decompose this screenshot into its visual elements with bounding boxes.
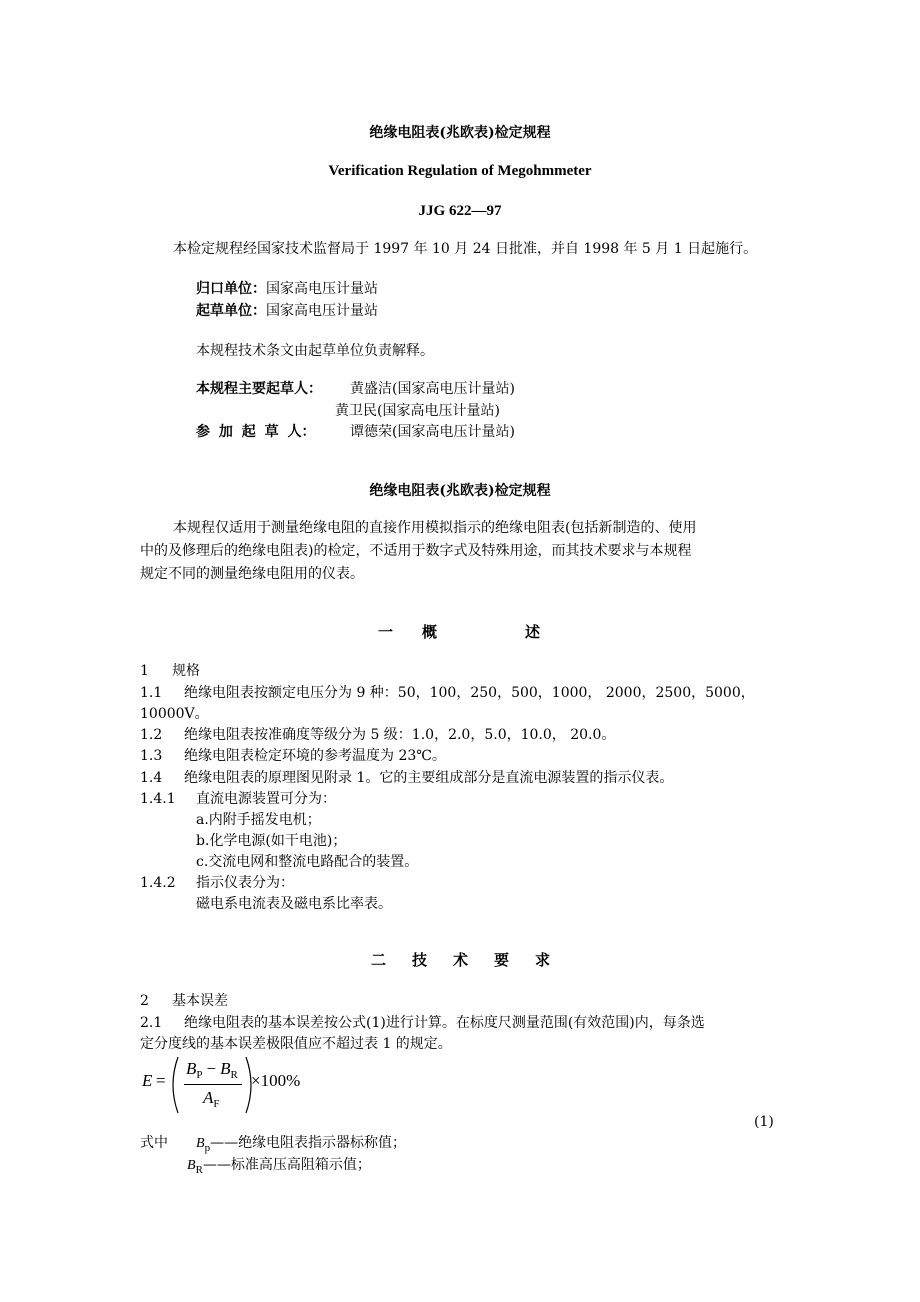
drafting-unit-value: 国家高电压计量站: [266, 303, 378, 319]
intro-line-2: 中的及修理后的绝缘电阻表)的检定，不适用于数字式及特殊用途，而其技术要求与本规程: [140, 543, 692, 559]
main-drafter-2: 黄卫民(国家高电压计量站): [335, 403, 500, 419]
clause-text: 绝缘电阻表检定环境的参考温度为 23℃。: [184, 748, 446, 764]
participant-label: 参 加 起 草 人：: [196, 424, 316, 440]
chapter-2-char: 技: [412, 951, 428, 969]
document-code: JJG 622—97: [418, 203, 502, 219]
clause-text: 绝缘电阻表按准确度等级分为 5 级：1.0，2.0，5.0，10.0， 20.0。: [184, 727, 616, 743]
formula-tail: ×100%: [251, 1071, 301, 1090]
chapter-1-char: 一: [378, 623, 394, 641]
clause-number: 1: [140, 663, 149, 679]
list-item: a.内附手摇发电机；: [196, 812, 321, 828]
clause-text: 绝缘电阻表按额定电压分为 9 种：50，100，250，500，1000， 2000，2500，5000，: [184, 685, 755, 701]
formula-equals: =: [156, 1071, 166, 1090]
drafting-unit: [196, 301, 378, 321]
chapter-2-char: 二: [371, 951, 387, 969]
formula-number: (1): [754, 1114, 774, 1130]
responsible-unit-value: 国家高电压计量站: [266, 281, 378, 297]
clause-number: 1.2: [140, 727, 163, 743]
responsible-unit: [196, 279, 378, 299]
formula-numerator: $B_P - B_R$: [186, 1059, 238, 1081]
formula-denominator: $A_F$: [203, 1088, 220, 1110]
chapter-1-char: 述: [525, 623, 541, 641]
fraction-bar: [184, 1084, 242, 1085]
approval-statement: 本检定规程经国家技术监督局于 1997 年 10 月 24 日批准，并自 1998 年 5 月 1 日起施行。: [173, 241, 758, 257]
main-drafters-label: 本规程主要起草人：: [196, 381, 322, 397]
section-title: 绝缘电阻表(兆欧表)检定规程: [369, 483, 551, 499]
chapter-2-char: 术: [453, 951, 469, 969]
clause-text: 基本误差: [172, 993, 228, 1009]
clause-text: 指示仪表分为：: [196, 875, 294, 891]
clause-number: 1.4.2: [140, 875, 176, 891]
intro-line-1: 本规程仅适用于测量绝缘电阻的直接作用模拟指示的绝缘电阻表(包括新制造的、使用: [173, 520, 697, 536]
clause-text-continued: 磁电系电流表及磁电系比率表。: [196, 896, 392, 912]
clause-number: 1.4: [140, 770, 163, 786]
clause-text-continued: 定分度线的基本误差极限值应不超过表 1 的规定。: [140, 1036, 452, 1052]
clause-text: 直流电源装置可分为：: [196, 791, 336, 807]
participant-drafter-1: 谭德荣(国家高电压计量站): [350, 424, 515, 440]
clause-text: 规格: [172, 663, 200, 679]
clause-text: 绝缘电阻表的基本误差按公式(1)进行计算。在标度尺测量范围(有效范围)内，每条选: [184, 1015, 705, 1031]
list-item: c.交流电网和整流电路配合的装置。: [196, 854, 419, 870]
clause-text-continued: 10000V。: [140, 706, 209, 722]
clause-number: 1.4.1: [140, 791, 176, 807]
document-title-english: Verification Regulation of Megohmmeter: [328, 163, 592, 179]
symbol-definition: $B_R——$标准高压高阻箱示值；: [187, 1157, 371, 1176]
document-title: 绝缘电阻表(兆欧表)检定规程: [369, 125, 551, 141]
drafting-unit-label: 起草单位：: [196, 303, 266, 319]
symbol-definition: $B_p——$绝缘电阻表指示器标称值；: [196, 1135, 407, 1154]
responsible-unit-label: 归口单位：: [196, 281, 266, 297]
where-label: 式中: [140, 1135, 168, 1151]
chapter-2-char: 要: [494, 951, 510, 969]
clause-number: 1.1: [140, 685, 163, 701]
clause-number: 2: [140, 993, 149, 1009]
chapter-2-char: 求: [535, 951, 551, 969]
clause-number: 2.1: [140, 1015, 163, 1031]
interpretation-note: 本规程技术条文由起草单位负责解释。: [196, 343, 434, 359]
intro-line-3: 规定不同的测量绝缘电阻用的仪表。: [140, 566, 364, 582]
clause-number: 1.3: [140, 748, 163, 764]
formula-lhs: E: [142, 1071, 153, 1090]
chapter-1-char: 概: [422, 623, 438, 641]
list-item: b.化学电源(如干电池)；: [196, 833, 347, 849]
clause-text: 绝缘电阻表的原理图见附录 1。它的主要组成部分是直流电源装置的指示仪表。: [184, 770, 674, 786]
main-drafter-1: 黄盛洁(国家高电压计量站): [350, 381, 515, 397]
